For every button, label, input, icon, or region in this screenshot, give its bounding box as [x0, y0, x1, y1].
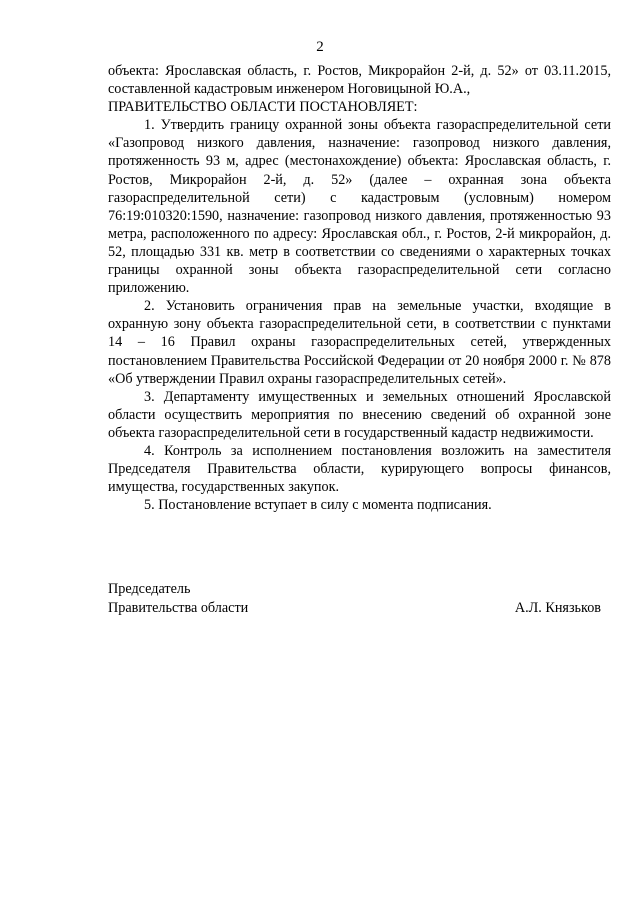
item-paragraph-2: 2. Установить ограничения прав на земельные участки, входящие в охранную зону объекта газораспределительной сети, в соответствии с пунктами 14 – 16 Правил охраны газораспределительных сетей, утвержденных постановлением Правительства Российской Федерации от 20 ноября 2000 г. № 878 «Об утверждении Правил охраны газораспределительных сетей».	[108, 298, 611, 387]
item-paragraph-1: 1. Утвердить границу охранной зоны объекта газораспределительной сети «Газопровод низкого давления, назначение: газопровод низкого давления, протяженность 93 м, адрес (местонахождение) объекта: Ярославская область, г. Ростов, Микрорайон 2-й, д. 52» (далее – охранная зона объекта газораспределительной сети) с кадастровым (условным) номером 76:19:010320:1590, назначение: газопровод низкого давления, протяженностью 93 метра, расположенного по адресу: Ярославская обл., г. Ростов, 2-й микрорайон, д. 52, площадью 331 кв. метр в соответствии со сведениями о характерных точках границы охранной зоны объекта газораспределительной сети согласно приложению.	[108, 117, 611, 297]
signatory-title-line-2: Правительства области	[108, 599, 249, 616]
item-paragraph-5: 5. Постановление вступает в силу с момента подписания.	[144, 497, 492, 514]
signature-block	[108, 580, 611, 617]
resolution-heading: ПРАВИТЕЛЬСТВО ОБЛАСТИ ПОСТАНОВЛЯЕТ:	[108, 99, 418, 116]
signatory-name: А.Л. Князьков	[514, 599, 601, 616]
item-paragraph-4: 4. Контроль за исполнением постановления возложить на заместителя Председателя Правительства области, курирующего вопросы финансов, имущества, государственных закупок.	[108, 442, 611, 496]
page-number: 2	[316, 39, 324, 55]
signature-row	[108, 599, 611, 618]
item-paragraph-3: 3. Департаменту имущественных и земельных отношений Ярославской области осуществить мероприятия по внесению сведений об охранной зоне объекта газораспределительной сети в государственный кадастр недвижимости.	[108, 388, 611, 441]
signatory-title-line-1: Председатель	[108, 581, 191, 597]
document-body	[108, 62, 611, 514]
intro-paragraph: объекта: Ярославская область, г. Ростов, Микрорайон 2-й, д. 52» от 03.11.2015, составленной кадастровым инженером Ноговицыной Ю.А.,	[108, 63, 611, 98]
